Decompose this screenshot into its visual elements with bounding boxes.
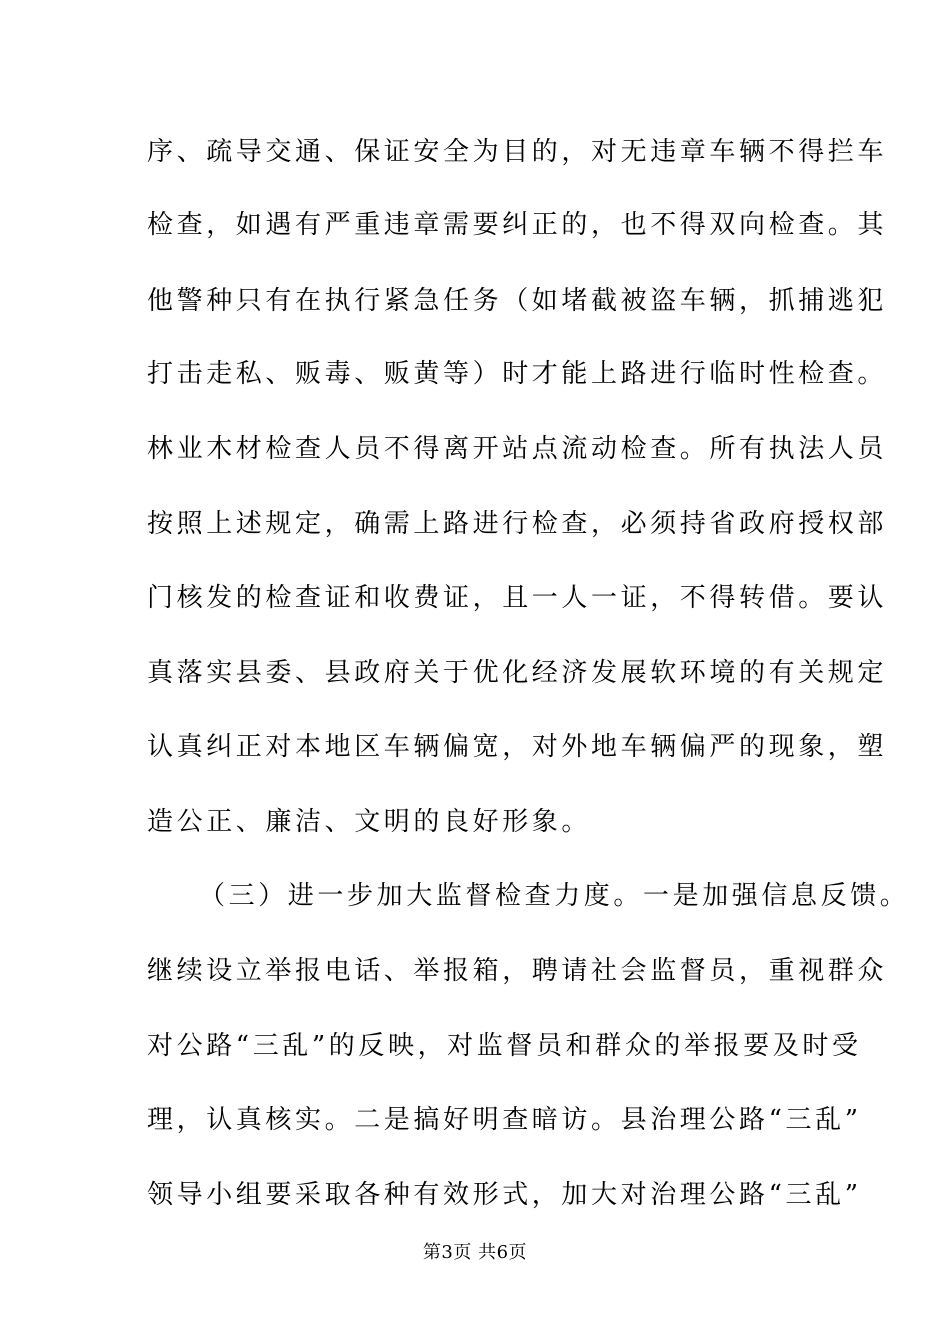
text-line: 对公路“三乱”的反映，对监督员和群众的举报要及时受 xyxy=(147,1031,862,1061)
text-line: 造公正、廉洁、文明的良好形象。 xyxy=(147,807,592,837)
section-heading-line: （三）进一步加大监督检查力度。一是加强信息反馈。 xyxy=(199,881,910,911)
text-line: 继续设立举报电话、举报箱，聘请社会监督员，重视群众 xyxy=(147,956,888,986)
text-line: 理，认真核实。二是搞好明查暗访。县治理公路“三乱” xyxy=(147,1105,862,1135)
text-line: 认真纠正对本地区车辆偏宽，对外地车辆偏严的现象，塑 xyxy=(147,732,888,762)
text-line: 检查，如遇有严重违章需要纠正的，也不得双向检查。其 xyxy=(147,210,888,240)
text-line: 门核发的检查证和收费证，且一人一证，不得转借。要认 xyxy=(147,583,888,613)
page-number-footer: 第3页 共6页 xyxy=(422,1242,528,1263)
text-line: 林业木材检查人员不得离开站点流动检查。所有执法人员 xyxy=(147,434,888,464)
text-line: 领导小组要采取各种有效形式，加大对治理公路“三乱” xyxy=(147,1180,862,1210)
text-line: 序、疏导交通、保证安全为目的，对无违章车辆不得拦车 xyxy=(147,137,888,167)
text-line: 真落实县委、县政府关于优化经济发展软环境的有关规定 xyxy=(147,658,888,688)
text-line: 按照上述规定，确需上路进行检查，必须持省政府授权部 xyxy=(147,509,888,539)
text-line: 打击走私、贩毒、贩黄等）时才能上路进行临时性检查。 xyxy=(147,359,888,389)
text-line: 他警种只有在执行紧急任务（如堵截被盗车辆，抓捕逃犯 xyxy=(147,286,888,316)
